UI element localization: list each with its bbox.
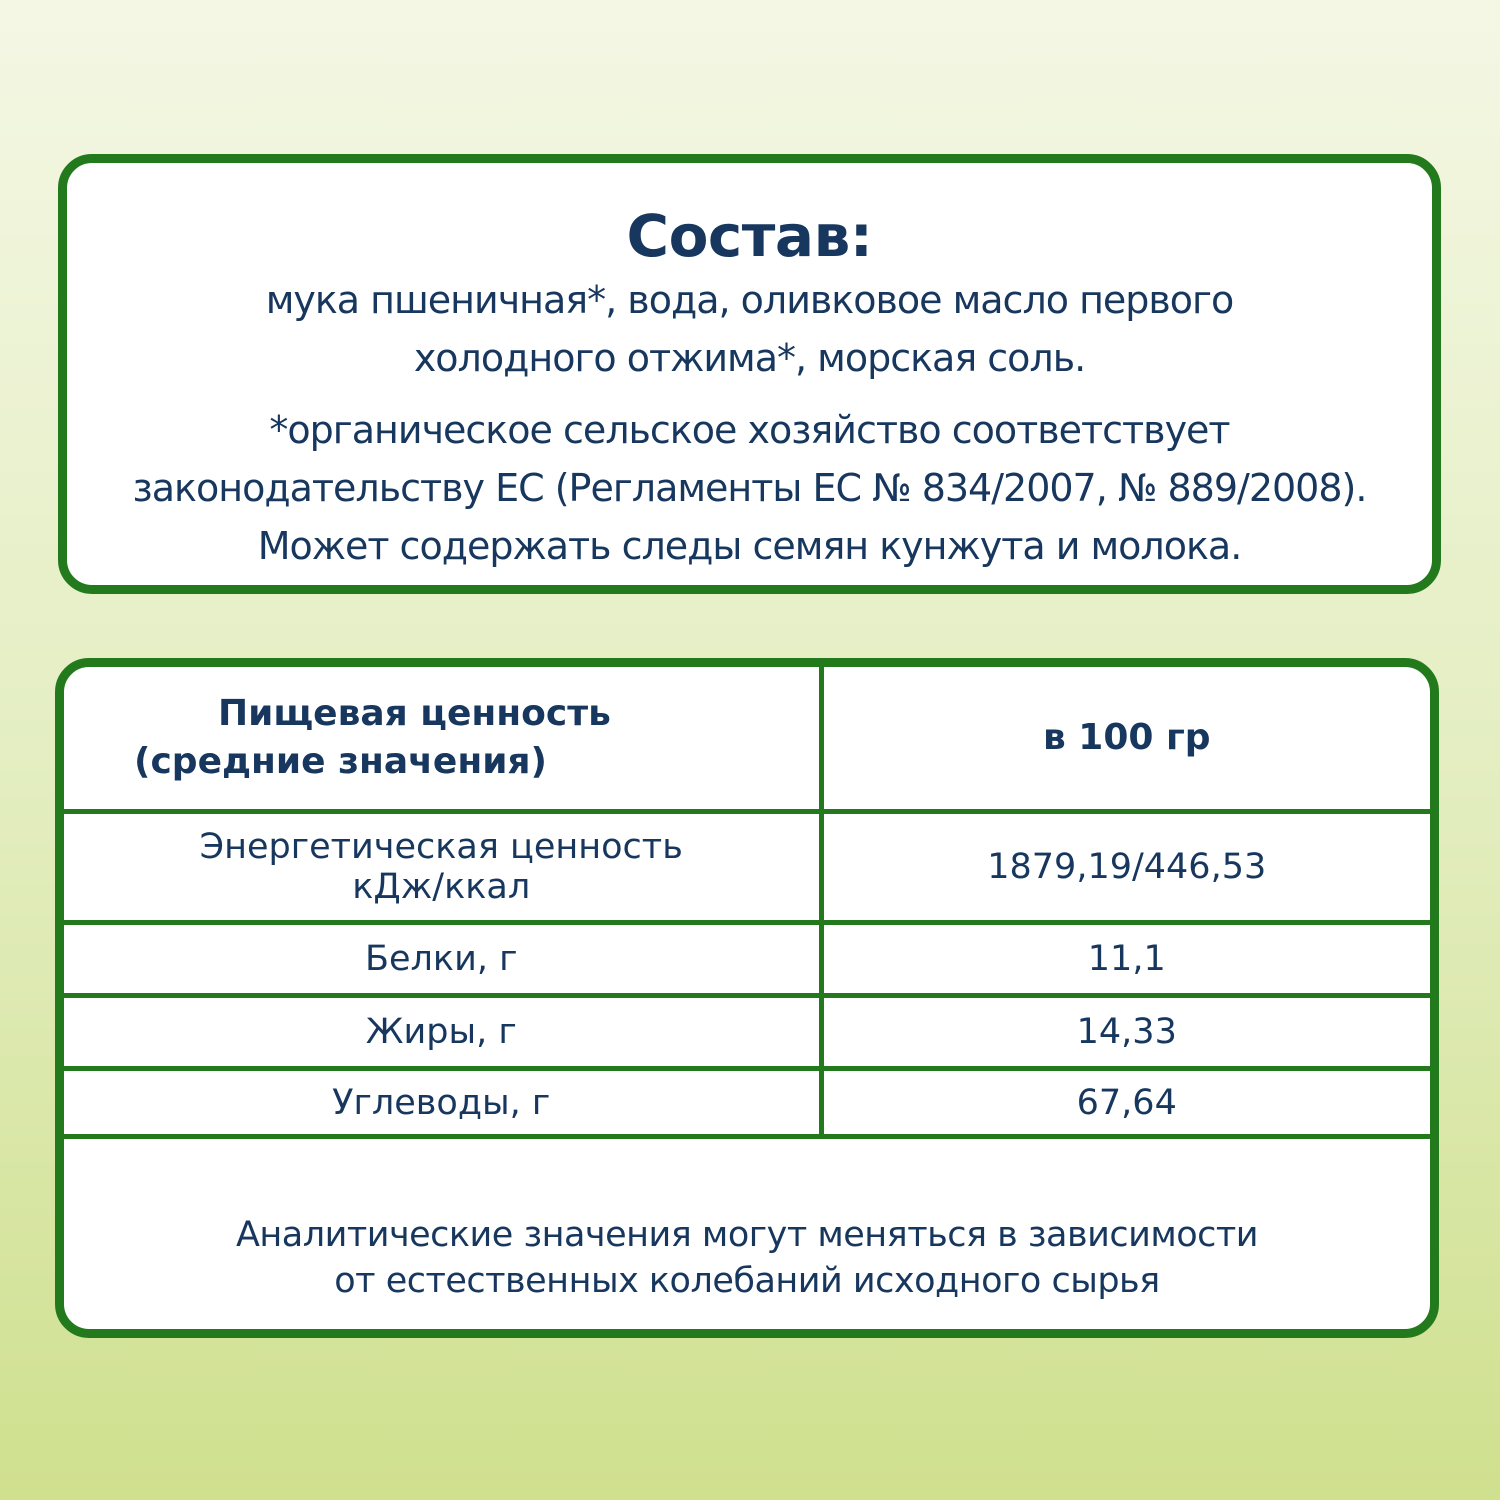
composition-title: Состав: xyxy=(626,202,873,270)
carbs-name-cell: Углеводы, г xyxy=(64,1069,821,1137)
organic-note-line: законодательству ЕС (Регламенты ЕС № 834/2007, № 889/2008). xyxy=(132,466,1367,510)
fat-value-cell: 14,33 xyxy=(821,996,1430,1069)
header-name-line: Пищевая ценность xyxy=(218,693,611,734)
ingredients-text: мука пшеничная*, вода, оливковое масло первого холодного отжима*, морская соль. xyxy=(265,278,1234,380)
header-name-line: (средние значения) xyxy=(134,741,547,782)
footnote-line: от естественных колебаний исходного сырья xyxy=(334,1261,1160,1301)
energy-name-line: Энергетическая ценность xyxy=(199,827,683,867)
protein-name-cell: Белки, г xyxy=(64,923,821,996)
fat-name-cell: Жиры, г xyxy=(64,996,821,1069)
table-row xyxy=(64,923,1430,996)
analytical-footnote xyxy=(64,1212,1430,1304)
header-name-cell xyxy=(64,667,821,812)
footnote-line: Аналитические значения могут меняться в зависимости xyxy=(235,1215,1259,1255)
allergen-note-line: Может содержать следы семян кунжута и молока. xyxy=(257,524,1242,568)
energy-value-cell: 1879,19/446,53 xyxy=(821,812,1430,923)
energy-name-line: кДж/ккал xyxy=(352,867,531,907)
nutrition-table xyxy=(64,667,1430,1139)
organic-note-line: *органическое сельское хозяйство соответствует xyxy=(269,408,1230,452)
composition-card xyxy=(58,154,1441,594)
nutrition-card xyxy=(55,658,1439,1338)
table-header-row xyxy=(64,667,1430,812)
table-row xyxy=(64,812,1430,923)
carbs-value-cell: 67,64 xyxy=(821,1069,1430,1137)
table-row xyxy=(64,1069,1430,1137)
organic-note xyxy=(67,401,1432,575)
energy-name-cell xyxy=(64,812,821,923)
header-value-cell: в 100 гр xyxy=(821,667,1430,812)
table-row xyxy=(64,996,1430,1069)
protein-value-cell: 11,1 xyxy=(821,923,1430,996)
